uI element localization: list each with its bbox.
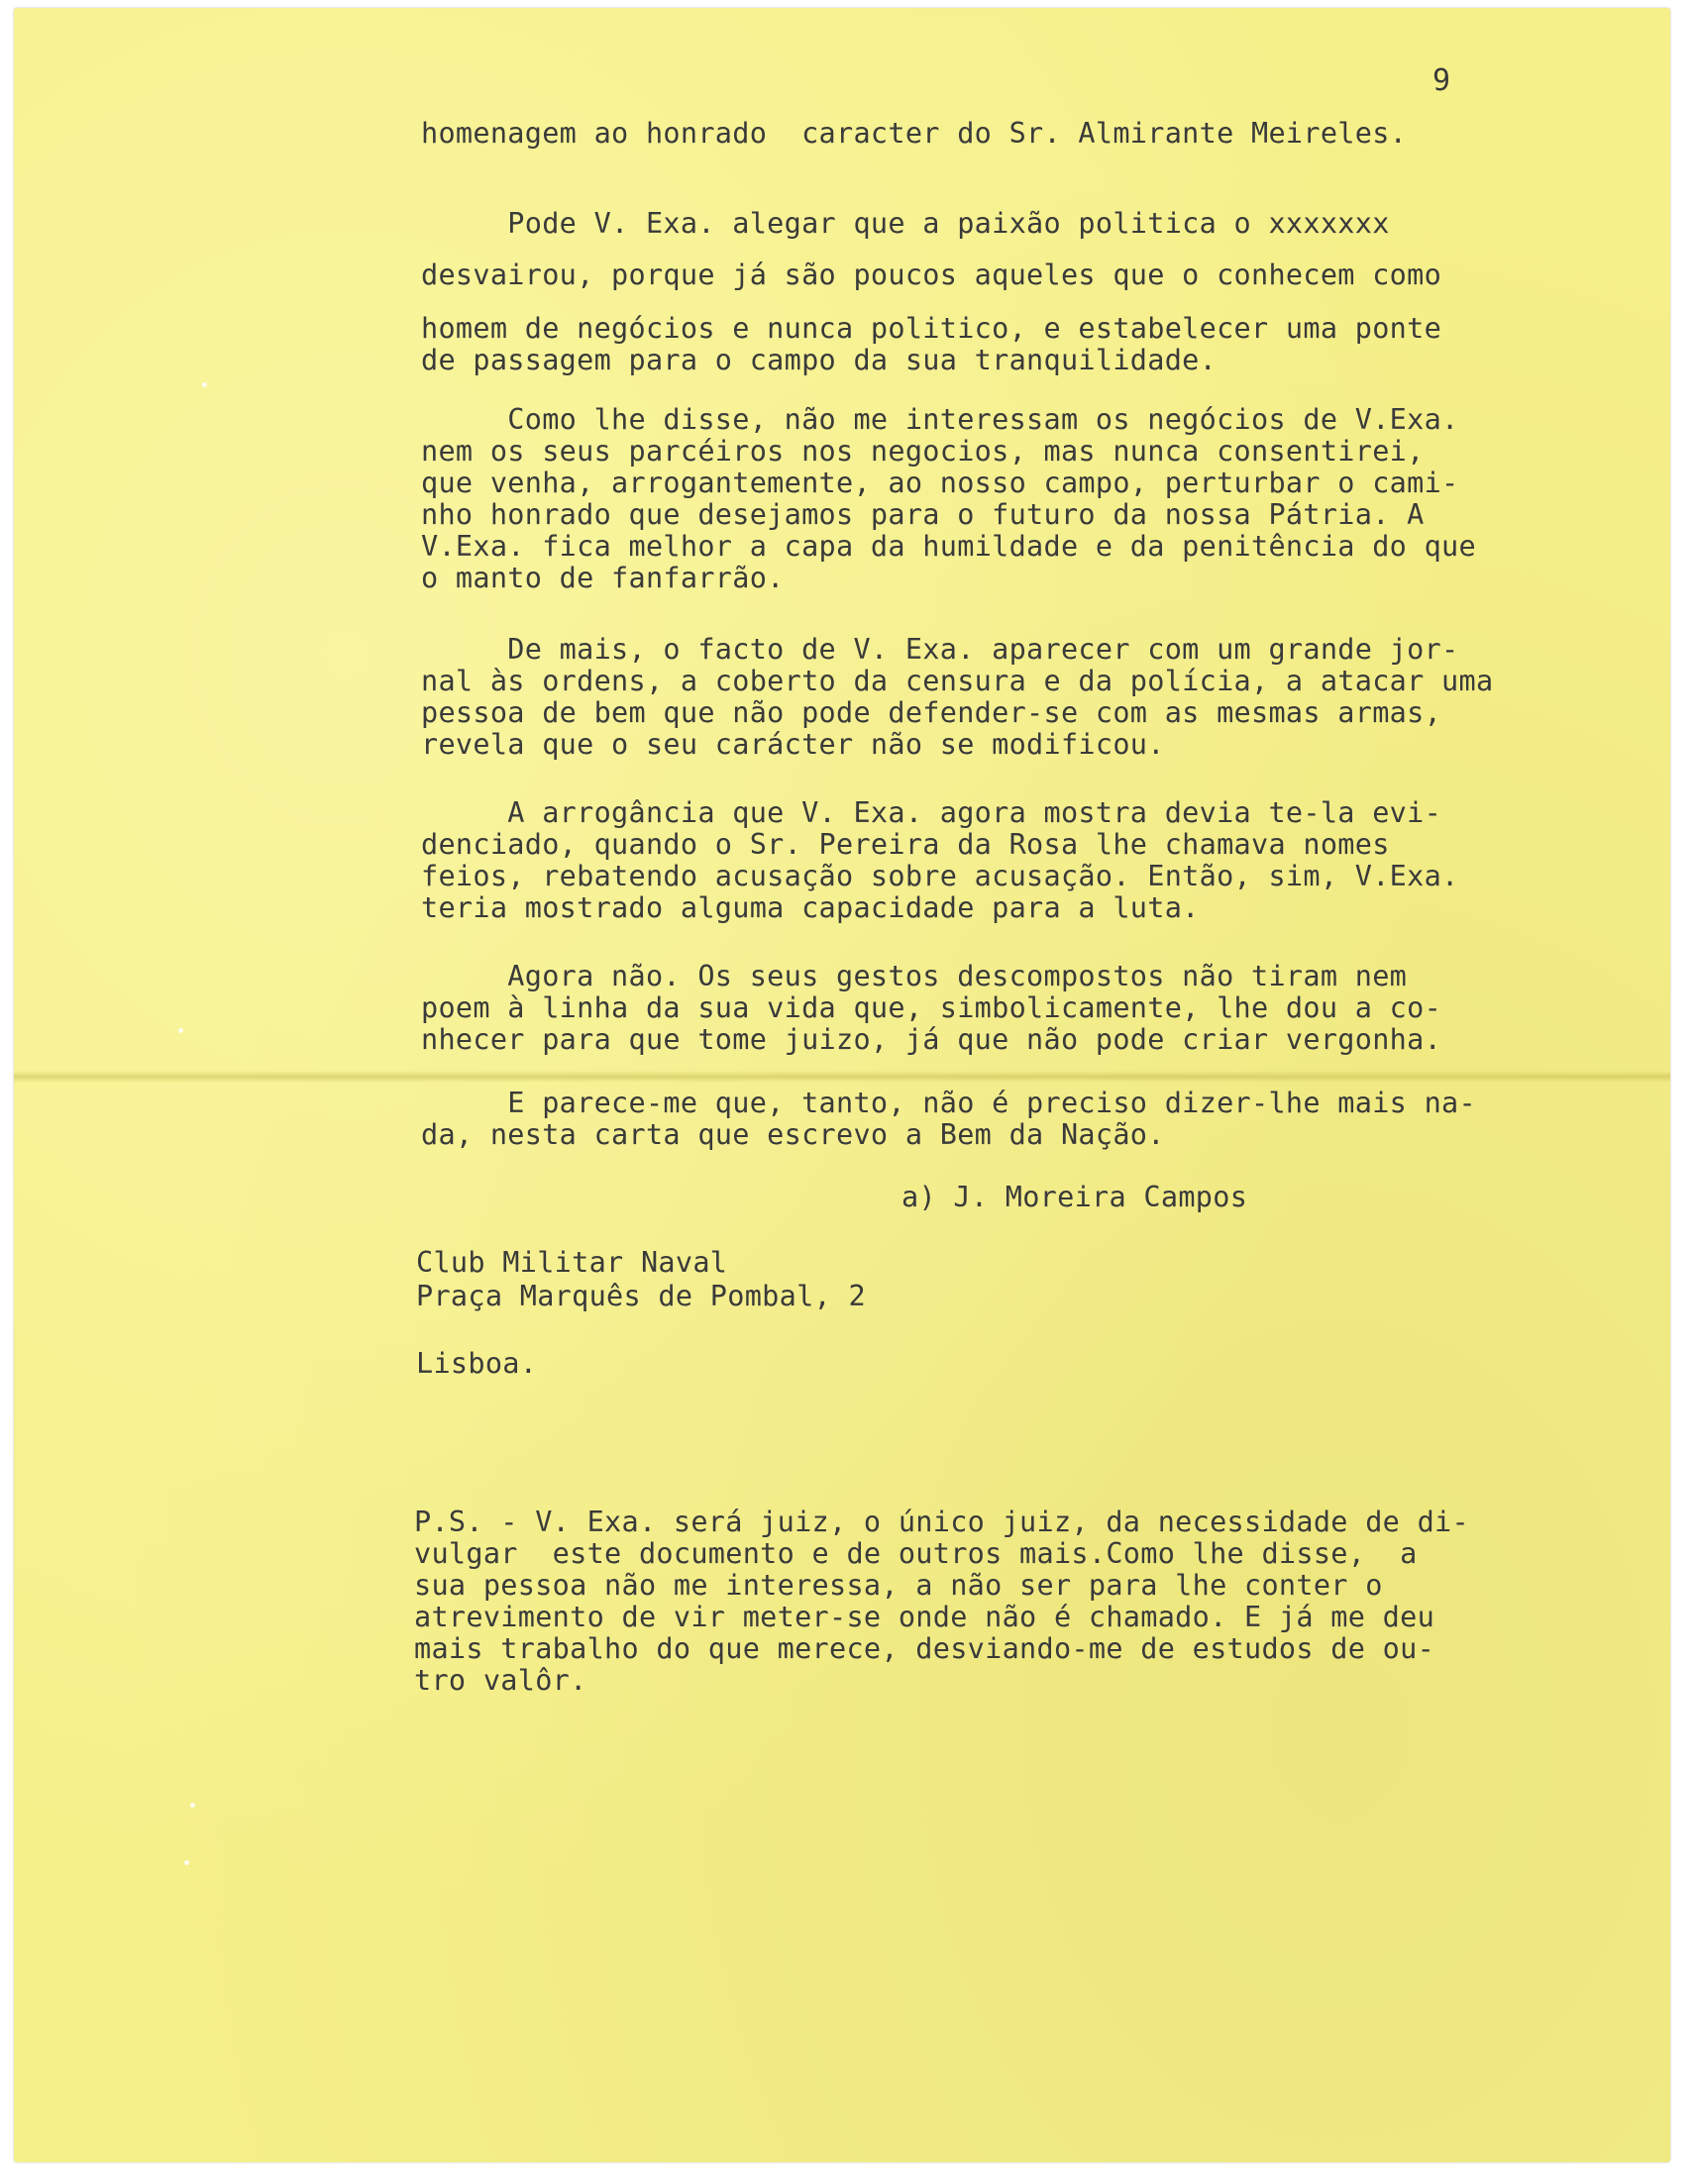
paragraph-line: da, nesta carta que escrevo a Bem da Nação. [421,1118,1165,1151]
paragraph-line: nhecer para que tome juizo, já que não pode criar vergonha. [421,1023,1442,1056]
paragraph-2 [421,403,1476,633]
postscript-line: P.S. - V. Exa. será juiz, o único juiz, da necessidade de di- [414,1506,1469,1538]
paragraph-1 [421,207,1442,376]
paragraph-line: Pode V. Exa. alegar que a paixão politica o xxxxxxx [421,207,1390,240]
paragraph-4 [421,796,1459,961]
paragraph-line: teria mostrado alguma capacidade para a luta. [421,891,1200,924]
paragraph-line: Como lhe disse, não me interessam os negócios de V.Exa. [421,403,1459,436]
paragraph-line: de passagem para o campo da sua tranquilidade. [421,344,1218,376]
postscript-line: vulgar este documento e de outros mais.Como lhe disse, a [414,1537,1418,1570]
paragraph-6 [421,1087,1476,1186]
paragraph-line: desvairou, porque já são poucos aqueles que o conhecem como [421,259,1442,291]
paragraph-line: A arrogância que V. Exa. agora mostra devia te-la evi- [421,796,1442,829]
address-line: Lisboa. [416,1347,538,1380]
opening-line: homenagem ao honrado caracter do Sr. Almirante Meireles. [421,117,1408,150]
paragraph-3 [421,633,1494,797]
paragraph-line: revela que o seu carácter não se modificou. [421,728,1165,761]
paragraph-line: o manto de fanfarrão. [421,562,785,594]
postscript-line: mais trabalho do que merece, desviando-me de estudos de ou- [414,1632,1435,1665]
paper-hole-mark [202,382,207,387]
paragraph-line: E parece-me que, tanto, não é preciso dizer-lhe mais na- [421,1087,1476,1119]
paragraph-line: pessoa de bem que não pode defender-se com as mesmas armas, [421,696,1442,729]
paragraph-line: feios, rebatendo acusação sobre acusação. Então, sim, V.Exa. [421,860,1459,892]
postscript-line: atrevimento de vir meter-se onde não é chamado. E já me deu [414,1601,1435,1633]
paragraph-line: nho honrado que desejamos para o futuro da nossa Pátria. A [421,498,1425,531]
paragraph-line: De mais, o facto de V. Exa. aparecer com um grande jor- [421,633,1459,666]
address-line: Club Militar Naval [416,1246,728,1279]
paper-hole-mark [178,1028,183,1033]
paragraph-line: nem os seus parcéiros nos negocios, mas nunca consentirei, [421,435,1425,468]
paper-hole-mark [190,1803,195,1808]
paragraph-line: homem de negócios e nunca politico, e estabelecer uma ponte [421,312,1442,345]
address-line: Praça Marquês de Pombal, 2 [416,1280,866,1312]
paragraph-line: denciado, quando o Sr. Pereira da Rosa lhe chamava nomes [421,828,1390,861]
paper-hole-mark [184,1860,189,1865]
postscript [414,1506,1469,1734]
paragraph-line: nal às ordens, a coberto da censura e da polícia, a atacar uma [421,665,1494,697]
paragraph-line: poem à linha da sua vida que, simbolicamente, lhe dou a co- [421,991,1442,1024]
postscript-line: tro valôr. [414,1664,587,1697]
paragraph-5 [421,960,1442,1092]
address-block [416,1246,866,1409]
postscript-line: sua pessoa não me interessa, a não ser para lhe conter o [414,1569,1383,1602]
paragraph-line: Agora não. Os seus gestos descompostos não tiram nem [421,960,1408,992]
paper-fold-crease [14,1071,1670,1083]
signature: a) J. Moreira Campos [901,1181,1248,1213]
page-number: 9 [1432,63,1451,98]
paragraph-line: V.Exa. fica melhor a capa da humildade e da penitência do que [421,530,1476,563]
paragraph-line: que venha, arrogantemente, ao nosso campo, perturbar o cami- [421,467,1459,499]
